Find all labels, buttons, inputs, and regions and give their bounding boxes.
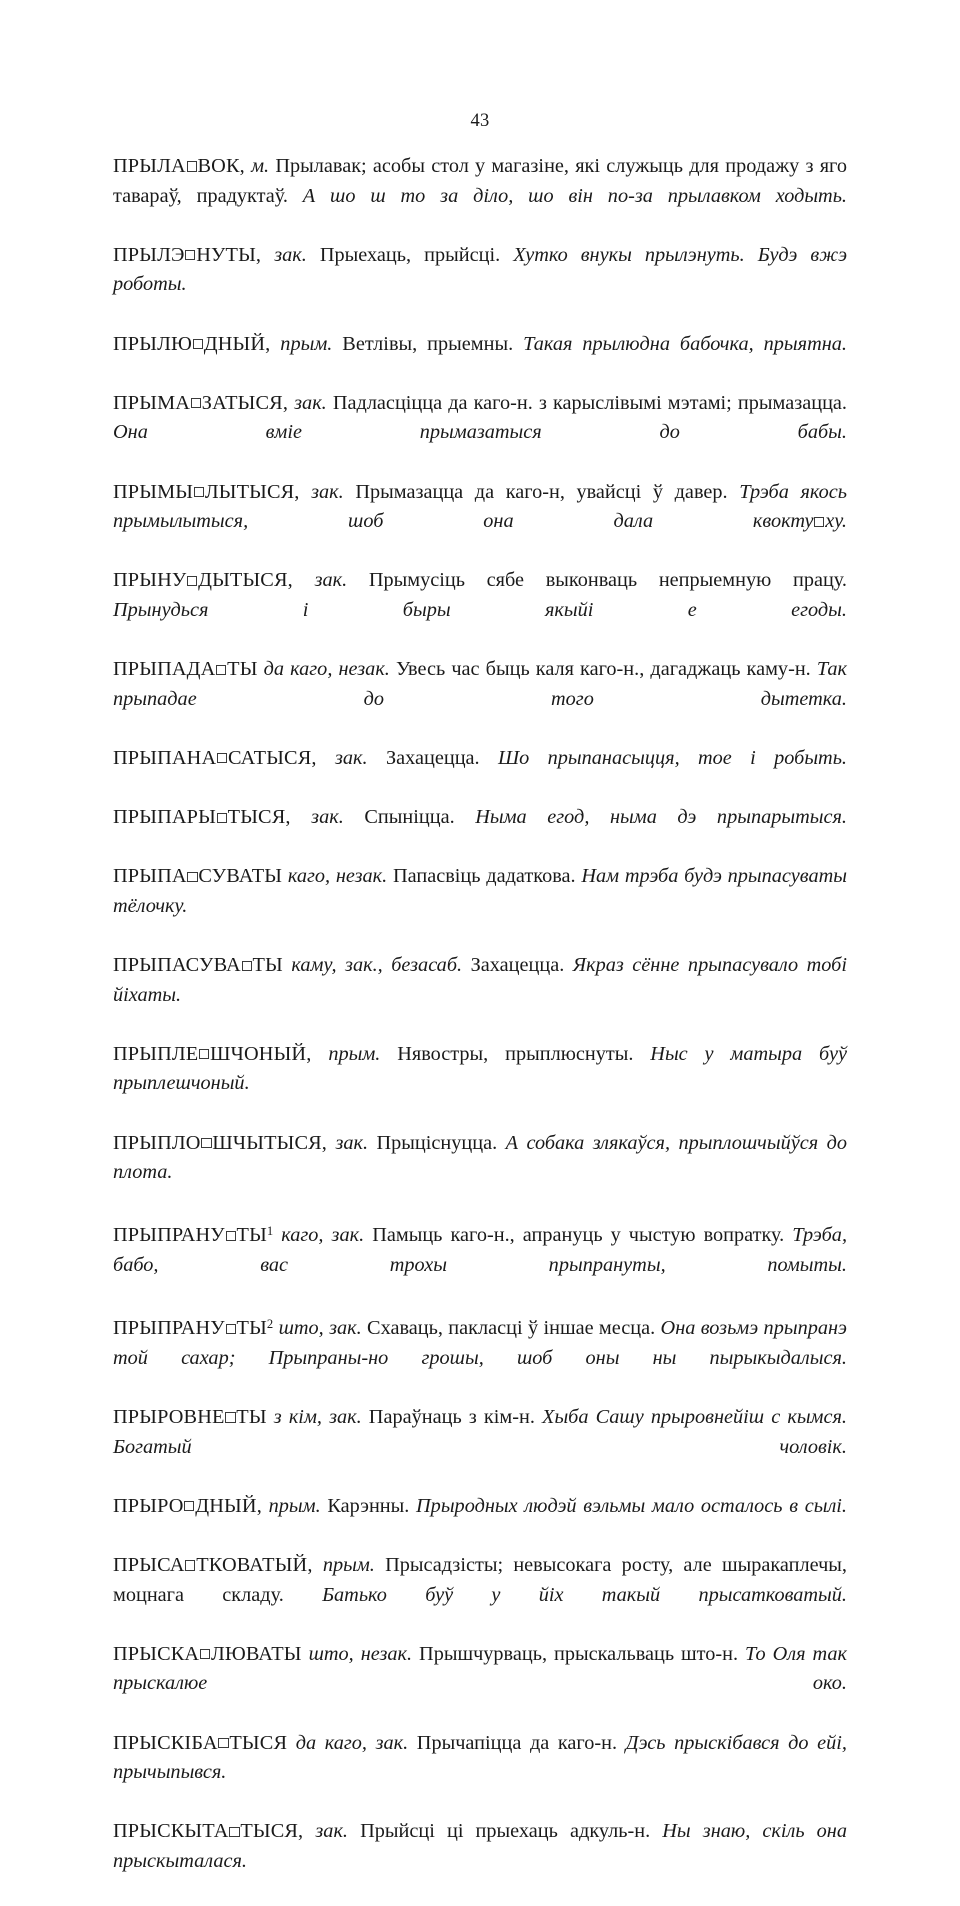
entry-headword: ПРЫПАРЫ ТЫСЯ, <box>113 806 291 829</box>
entry-grammar-label: зак. <box>316 746 368 769</box>
entry-definition: Прыціснуцца. <box>368 1131 498 1154</box>
missing-glyph-box-icon <box>201 1138 211 1148</box>
entry-example: Якраз сённе прыпасувало тобі йіхаты. <box>113 954 847 1006</box>
entry-grammar-label: прым. <box>312 1553 375 1576</box>
entry-headword: ПРЫРО ДНЫЙ, <box>113 1494 262 1517</box>
entry-definition: Прысадзісты; невысокага росту, але шыракаплечы, моцнага складу. <box>113 1553 847 1606</box>
dictionary-entry <box>113 1217 847 1310</box>
entry-headword: ПРЫНУ ДЫТЫСЯ, <box>113 569 293 592</box>
entry-example: А шо ш то за діло, шо він по-за прылавком ходыть. <box>287 184 848 207</box>
dictionary-entry <box>113 951 847 1040</box>
entry-example: А собака злякаўся, прыплошчыйўся до плота. <box>113 1131 847 1184</box>
missing-glyph-box-icon <box>185 250 195 260</box>
entry-definition: Захацецца. <box>367 746 480 769</box>
entry-definition: Прышчурваць, прыскальваць што-н. <box>412 1642 739 1665</box>
entry-headword: ПРЫЛА ВОК, <box>113 155 245 177</box>
entry-example: Дэсь прыскібався до ейі, прычыпывся. <box>113 1731 848 1784</box>
entry-example: Трэба, бабо, вас трохы прыпрануты, помыты. <box>113 1224 848 1276</box>
entry-grammar-label: каго, зак. <box>273 1224 365 1247</box>
entry-example: Ныс у матыра буў прыплешчоный. <box>113 1042 847 1095</box>
missing-glyph-box-icon <box>187 161 197 171</box>
entry-definition: Спыніцца. <box>343 806 455 829</box>
entry-definition: Увесь час быць каля каго-н., дагаджаць каму-н. <box>389 658 811 681</box>
entry-example: Ныма егод, ныма дэ прыпарытыся. <box>454 806 847 829</box>
missing-glyph-box-icon <box>242 961 252 971</box>
dictionary-entry <box>113 389 847 478</box>
entry-example: То Оля так прыскалюе око. <box>113 1642 848 1695</box>
entry-grammar-label: прым. <box>261 1494 321 1517</box>
dictionary-entry <box>113 1492 847 1551</box>
dictionary-entry <box>113 803 847 862</box>
entry-example: Нам трэба будэ прыпасуваты тёлочку. <box>113 865 847 917</box>
dictionary-entry <box>113 1729 847 1818</box>
entry-headword: ПРЫСКЫТА ТЫСЯ, <box>113 1820 304 1843</box>
missing-glyph-box-icon <box>216 665 226 675</box>
missing-glyph-box-icon <box>217 753 227 763</box>
missing-glyph-box-icon <box>218 1738 228 1748</box>
entry-grammar-label: да каго, зак. <box>287 1731 409 1754</box>
entry-grammar-label: зак. <box>303 1820 348 1843</box>
entry-headword: ПРЫРОВНЕ ТЫ <box>113 1406 267 1428</box>
missing-glyph-box-icon <box>191 398 201 408</box>
entry-grammar-label: зак. <box>290 806 344 829</box>
missing-glyph-box-icon <box>187 576 197 586</box>
entry-headword: ПРЫПРАНУ ТЫ <box>113 1224 267 1247</box>
dictionary-entry <box>113 566 847 655</box>
dictionary-entry <box>113 478 847 567</box>
dictionary-entry <box>113 1551 847 1640</box>
entry-definition: Памыць каго-н., апрануць у чыстую вопратку. <box>364 1224 785 1247</box>
missing-glyph-box-icon <box>187 872 197 882</box>
entry-headword: ПРЫМА ЗАТЫСЯ, <box>113 391 289 414</box>
dictionary-entry <box>113 1040 847 1129</box>
missing-glyph-box-icon <box>194 487 204 497</box>
dictionary-entry <box>113 744 847 803</box>
entry-example: Хыба Сашу прыровнейіш с кымся. Богатый чоловік. <box>113 1406 847 1458</box>
missing-glyph-box-icon <box>814 517 824 527</box>
entry-headword: ПРЫПАДА ТЫ <box>113 658 258 681</box>
entry-example: Прыродных людэй вэльмы мало осталось в сылі. <box>409 1494 847 1517</box>
entry-definition: Прычапіцца да каго-н. <box>408 1731 618 1754</box>
entry-headword: ПРЫПАНА САТЫСЯ, <box>113 746 317 769</box>
entry-definition: Ветлівы, прыемны. <box>332 332 514 355</box>
entry-definition: Захацецца. <box>462 954 565 977</box>
entry-example: Трэба якось прымылытыся, шоб она дала квокту ху. <box>113 480 847 533</box>
entry-definition: Прыехаць, прыйсці. <box>306 243 501 266</box>
dictionary-entry <box>113 330 847 389</box>
entry-grammar-label: зак. <box>261 243 307 266</box>
entry-example: Хутко внукы прылэнуть. Будэ вжэ роботы. <box>113 243 848 296</box>
entry-grammar-label: зак. <box>292 569 348 592</box>
entry-grammar-label: м. <box>244 155 270 177</box>
dictionary-entry <box>113 1403 847 1492</box>
entry-headword: ПРЫМЫ ЛЫТЫСЯ, <box>113 480 300 503</box>
missing-glyph-box-icon <box>226 1324 236 1334</box>
missing-glyph-box-icon <box>184 1501 194 1511</box>
entry-example: Такая прылюдна бабочка, прыятна. <box>513 332 847 355</box>
entry-grammar-label: да каго, незак. <box>257 658 390 681</box>
entry-example: Ны знаю, скіль она прыскыталася. <box>113 1820 848 1872</box>
dictionary-entry <box>113 1129 847 1218</box>
missing-glyph-box-icon <box>199 1049 209 1059</box>
entry-grammar-label: з кім, зак. <box>266 1406 362 1428</box>
entry-example: Так прыпадае до того дытетка. <box>113 658 848 710</box>
dictionary-entry <box>113 655 847 744</box>
missing-glyph-box-icon <box>226 1231 236 1241</box>
entry-definition: Параўнаць з кім-н. <box>361 1406 535 1428</box>
entry-definition: Прымусіць сябе выконваць непрыемную працу. <box>347 569 847 592</box>
entry-grammar-label: што, незак. <box>301 1642 413 1665</box>
entry-headword: ПРЫПЛЕ ШЧОНЫЙ, <box>113 1042 312 1065</box>
entry-example: Прынудься і быры якыйі е егоды. <box>113 598 847 621</box>
entry-grammar-label: што, зак. <box>273 1317 362 1340</box>
dictionary-entries-column <box>113 152 847 1906</box>
entry-grammar-label: зак. <box>299 480 344 503</box>
entry-grammar-label: каго, незак. <box>282 865 388 888</box>
entry-headword: ПРЫСА ТКОВАТЫЙ, <box>113 1553 313 1576</box>
entry-headword: ПРЫСКІБА ТЫСЯ <box>113 1731 288 1754</box>
entry-grammar-label: зак. <box>288 391 327 414</box>
entry-grammar-label: каму, зак., безасаб. <box>282 954 463 977</box>
entry-example: Она вміе прымазатыся до бабы. <box>113 421 847 444</box>
entry-headword: ПРЫЛЭ НУТЫ, <box>113 243 262 266</box>
entry-grammar-label: зак. <box>327 1131 369 1154</box>
entry-definition: Прымазацца да каго-н, увайсці ў давер. <box>343 480 728 503</box>
entry-definition: Падласціцца да каго-н. з карыслівымі мэтамі; прымазацца. <box>326 391 847 414</box>
entry-homonym-superscript: 2 <box>266 1317 274 1332</box>
entry-definition: Прыйсці ці прыехаць адкуль-н. <box>348 1820 651 1843</box>
dictionary-entry <box>113 152 847 241</box>
entry-homonym-superscript: 1 <box>266 1224 274 1239</box>
missing-glyph-box-icon <box>229 1827 239 1837</box>
entry-headword: ПРЫПА СУВАТЫ <box>113 865 283 888</box>
entry-definition: Папасвіць дадаткова. <box>387 865 576 888</box>
missing-glyph-box-icon <box>200 1649 210 1659</box>
missing-glyph-box-icon <box>193 339 203 349</box>
entry-definition: Карэнны. <box>320 1494 410 1517</box>
entry-headword: ПРЫПРАНУ ТЫ <box>113 1317 267 1340</box>
entry-example: Шо прыпанасыцця, тое і робыть. <box>479 746 848 769</box>
entry-example: Она возьмэ прыпранэ той сахар; Прыпраны-но грошы, шоб оны ны пырыкыдалыся. <box>113 1317 847 1369</box>
page-number: 43 <box>470 111 490 131</box>
entry-headword: ПРЫСКА ЛЮВАТЫ <box>113 1642 302 1665</box>
entry-headword: ПРЫЛЮ ДНЫЙ, <box>113 332 271 355</box>
entry-grammar-label: прым. <box>270 332 333 355</box>
missing-glyph-box-icon <box>185 1560 195 1570</box>
entry-definition: Прылавак; асобы стол у магазіне, які служыць для продажу з яго тавараў, прадуктаў. <box>113 155 847 207</box>
entry-example: Батько буў у йіх такый прысатковатый. <box>283 1583 847 1606</box>
entry-definition: Нявостры, прыплюснуты. <box>380 1042 634 1065</box>
entry-headword: ПРЫПАСУВА ТЫ <box>113 954 283 977</box>
entry-definition: Схаваць, пакласці ў іншае месца. <box>361 1317 656 1340</box>
dictionary-entry <box>113 862 847 951</box>
entry-headword: ПРЫПЛО ШЧЫТЫСЯ, <box>113 1131 328 1154</box>
entry-grammar-label: прым. <box>311 1042 381 1065</box>
dictionary-entry <box>113 241 847 330</box>
missing-glyph-box-icon <box>217 813 227 823</box>
missing-glyph-box-icon <box>225 1412 235 1422</box>
dictionary-entry <box>113 1817 847 1906</box>
dictionary-entry <box>113 1640 847 1729</box>
